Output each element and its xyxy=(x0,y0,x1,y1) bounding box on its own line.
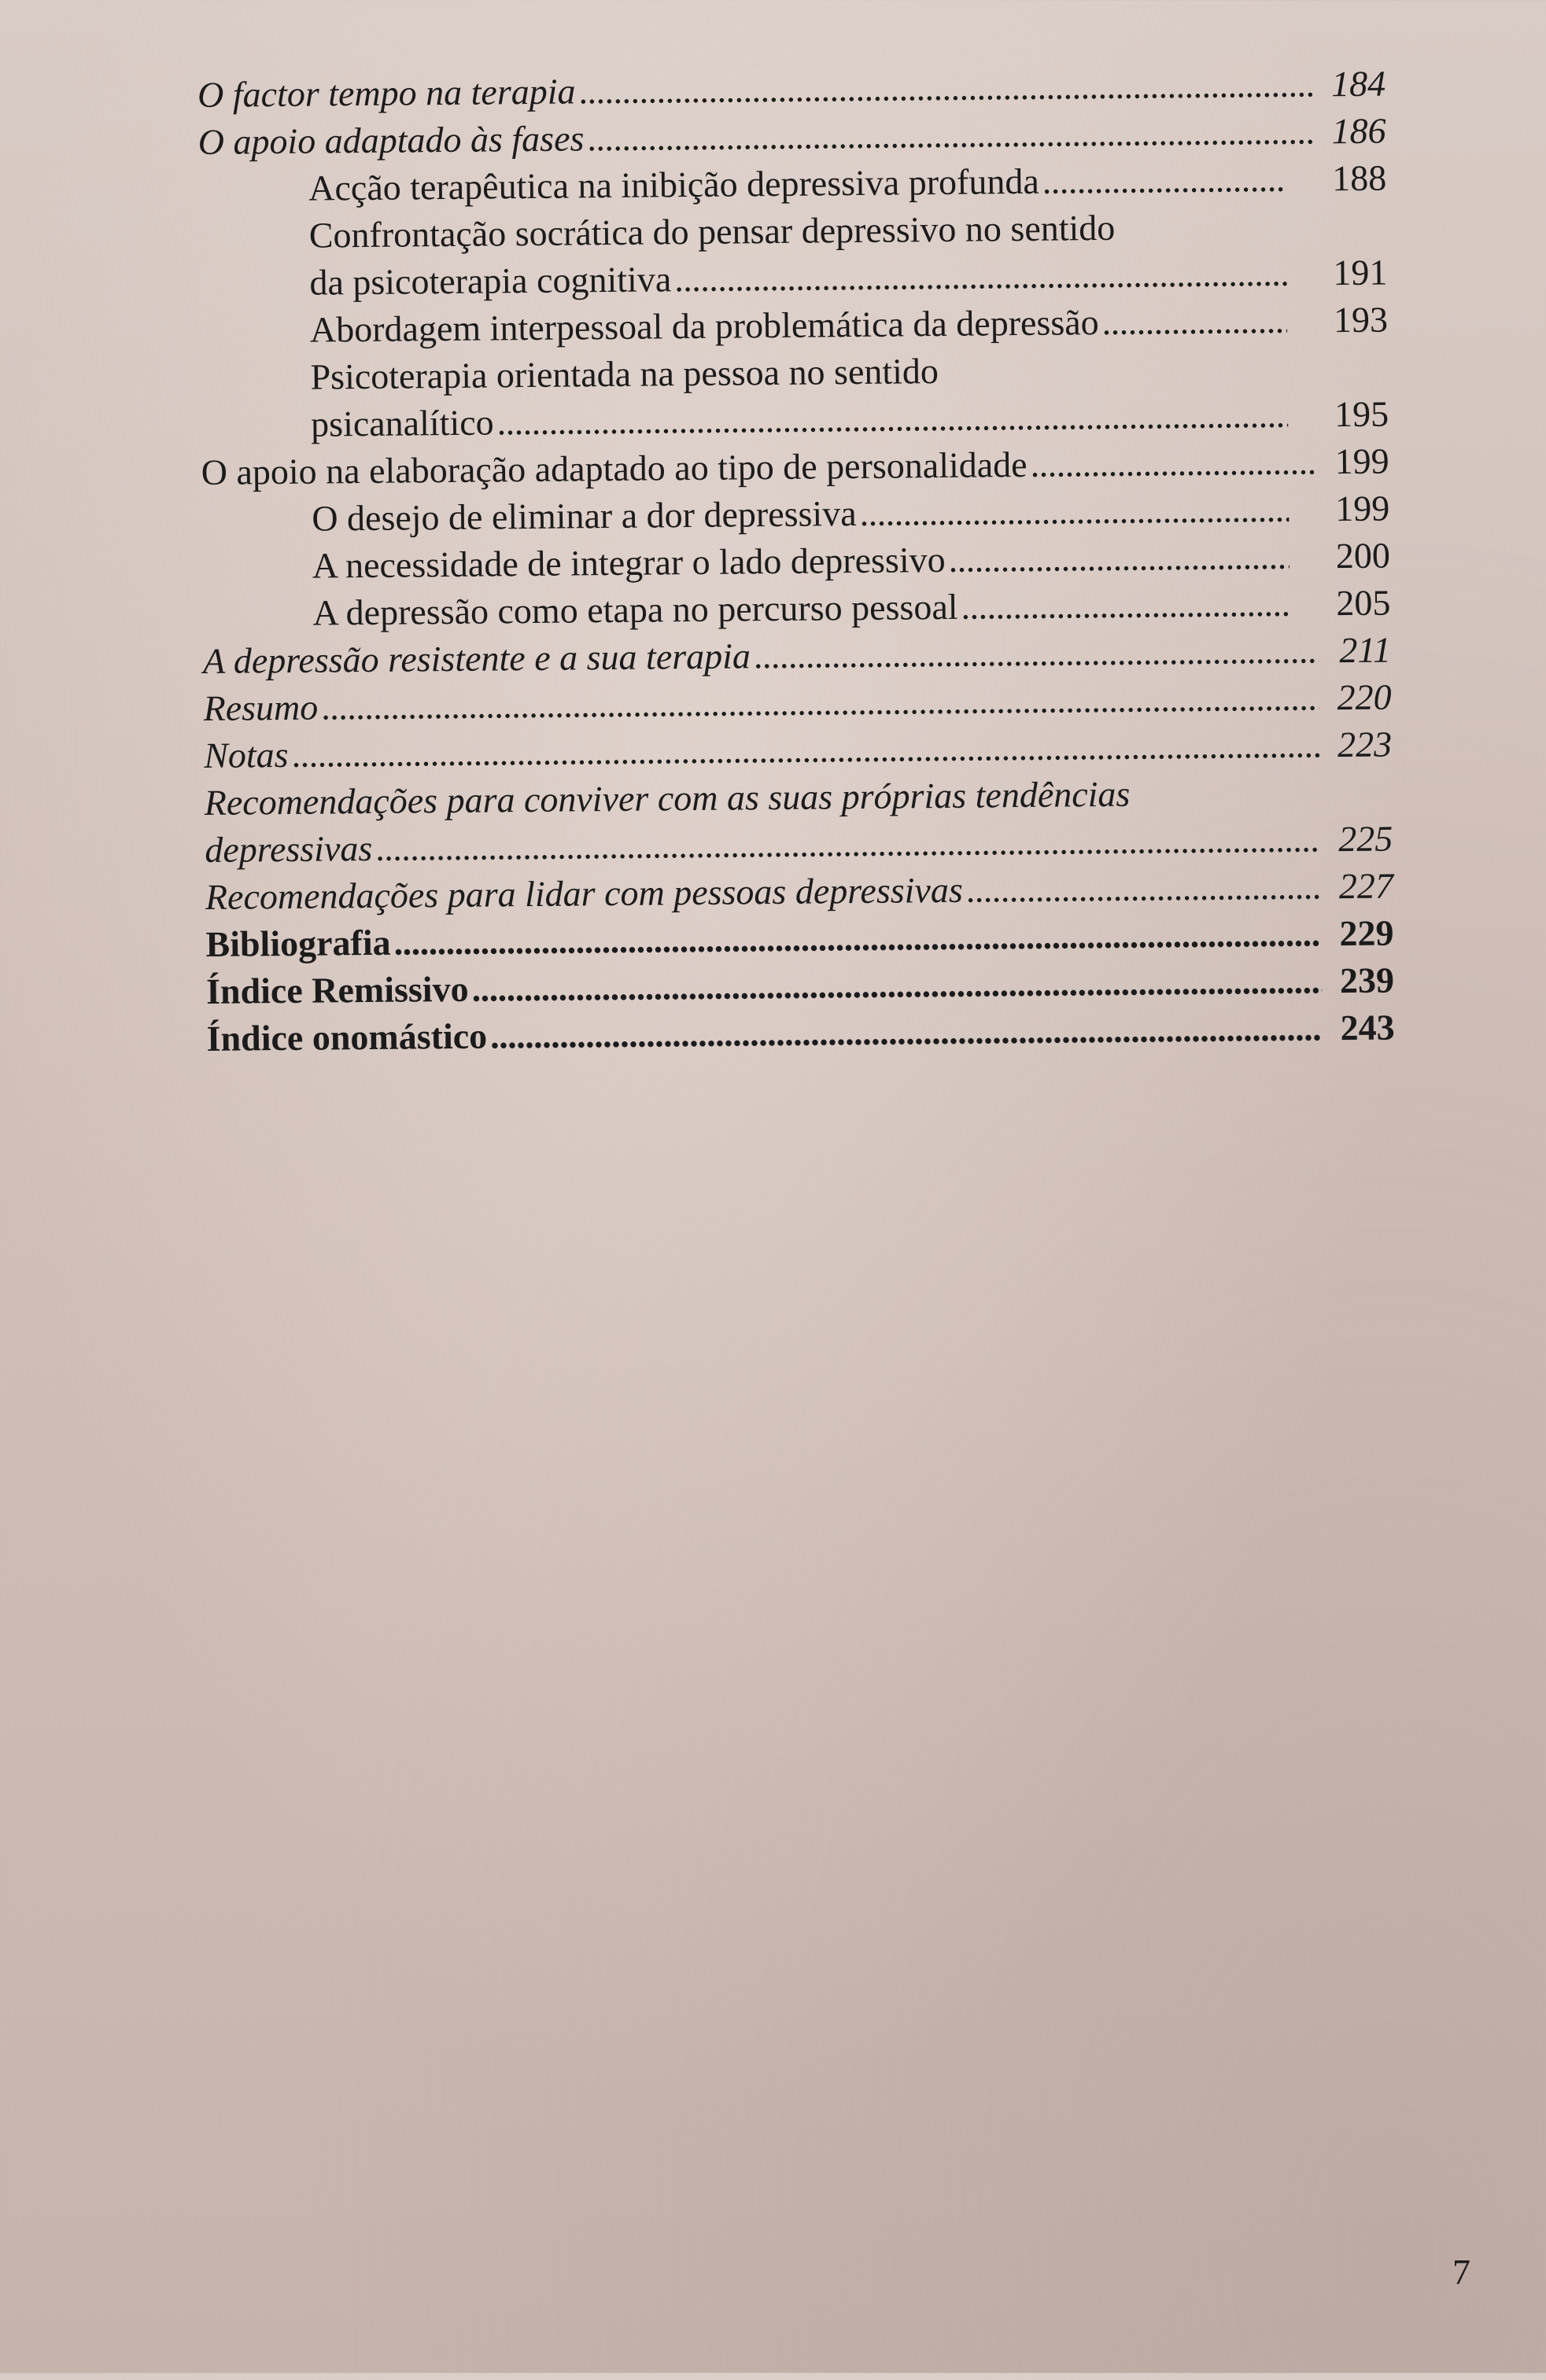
toc-entry-title: Índice Remissivo xyxy=(205,968,469,1011)
toc-entry-page: 205 xyxy=(1336,582,1391,624)
dot-leader xyxy=(1030,438,1317,488)
dot-leader xyxy=(471,957,1322,1012)
toc-entry-page: 195 xyxy=(1334,393,1389,435)
toc-entry-title: Abordagem interpessoal da problemática da depressão xyxy=(309,302,1099,350)
toc-entry-title: Bibliografia xyxy=(205,922,391,964)
toc-entry-page: 191 xyxy=(1333,252,1388,293)
toc-entry-title-line1: Recomendações para conviver com as suas próprias tendências xyxy=(204,773,1131,823)
toc-entry-title: O apoio adaptado às fases xyxy=(197,118,585,163)
toc-entry-page: 184 xyxy=(1330,63,1386,105)
toc-entry-title: O apoio na elaboração adaptado ao tipo de personalidade xyxy=(201,444,1028,493)
dot-leader xyxy=(393,910,1321,966)
toc-entry-page: 220 xyxy=(1337,676,1392,718)
toc-entry-title: psicanalítico xyxy=(310,402,494,444)
toc-entry-title: Resumo xyxy=(203,687,319,728)
toc-entry-title-line1: Psicoterapia orientada na pessoa no sentido xyxy=(310,351,939,397)
dot-leader xyxy=(965,863,1321,913)
toc-entry-title: da psicoterapia cognitiva xyxy=(309,259,672,303)
toc-entry xyxy=(199,202,1388,308)
toc-entry-page: 200 xyxy=(1335,535,1391,577)
toc-entry xyxy=(204,768,1393,873)
toc-entry-title: O factor tempo na terapia xyxy=(197,71,576,116)
toc-entry-page: 211 xyxy=(1339,629,1392,671)
toc-entry xyxy=(200,344,1389,449)
toc-entry-page: 227 xyxy=(1338,865,1394,907)
toc-entry-page: 188 xyxy=(1331,157,1387,199)
toc-entry-title: Notas xyxy=(203,734,289,776)
toc-entry-title: Recomendações para lidar com pessoas depressivas xyxy=(205,869,963,917)
dot-leader xyxy=(490,1004,1323,1059)
dot-leader xyxy=(1101,297,1287,346)
dot-leader xyxy=(961,580,1290,631)
toc-entry-title-line1: Confrontação socrática do pensar depressivo no sentido xyxy=(308,207,1116,256)
toc-entry-title: A depressão como etapa no percurso pessoal xyxy=(312,586,958,633)
toc-entry-title: A necessidade de integrar o lado depressivo xyxy=(312,539,946,586)
table-of-contents xyxy=(197,61,1395,1063)
toc-entry-page: 193 xyxy=(1333,299,1389,341)
dot-leader xyxy=(948,533,1290,584)
dot-leader xyxy=(859,486,1289,537)
toc-entry-page: 243 xyxy=(1340,1007,1395,1048)
toc-entry-title: depressivas xyxy=(205,827,373,870)
dot-leader xyxy=(674,250,1287,303)
dot-leader xyxy=(587,108,1314,162)
toc-entry-page: 229 xyxy=(1339,912,1394,954)
toc-entry-page: 186 xyxy=(1331,110,1386,152)
page-number: 7 xyxy=(1452,2252,1470,2292)
toc-entry-page: 199 xyxy=(1334,440,1389,482)
dot-leader xyxy=(496,392,1288,447)
toc-entry-title: O desejo de eliminar a dor depressiva xyxy=(312,493,857,539)
toc-entry-title: A depressão resistente e a sua terapia xyxy=(202,636,751,681)
dot-leader xyxy=(578,61,1313,115)
dot-leader xyxy=(754,627,1319,680)
toc-entry-page: 199 xyxy=(1334,488,1390,529)
toc-entry-title: Acção terapêutica na inibição depressiva profunda xyxy=(308,160,1039,208)
toc-entry-page: 225 xyxy=(1338,818,1393,860)
dot-leader xyxy=(1042,156,1286,205)
toc-entry-page: 223 xyxy=(1337,724,1393,765)
toc-entry-title: Índice onomástico xyxy=(206,1015,488,1059)
toc-entry-page: 239 xyxy=(1339,960,1395,1001)
